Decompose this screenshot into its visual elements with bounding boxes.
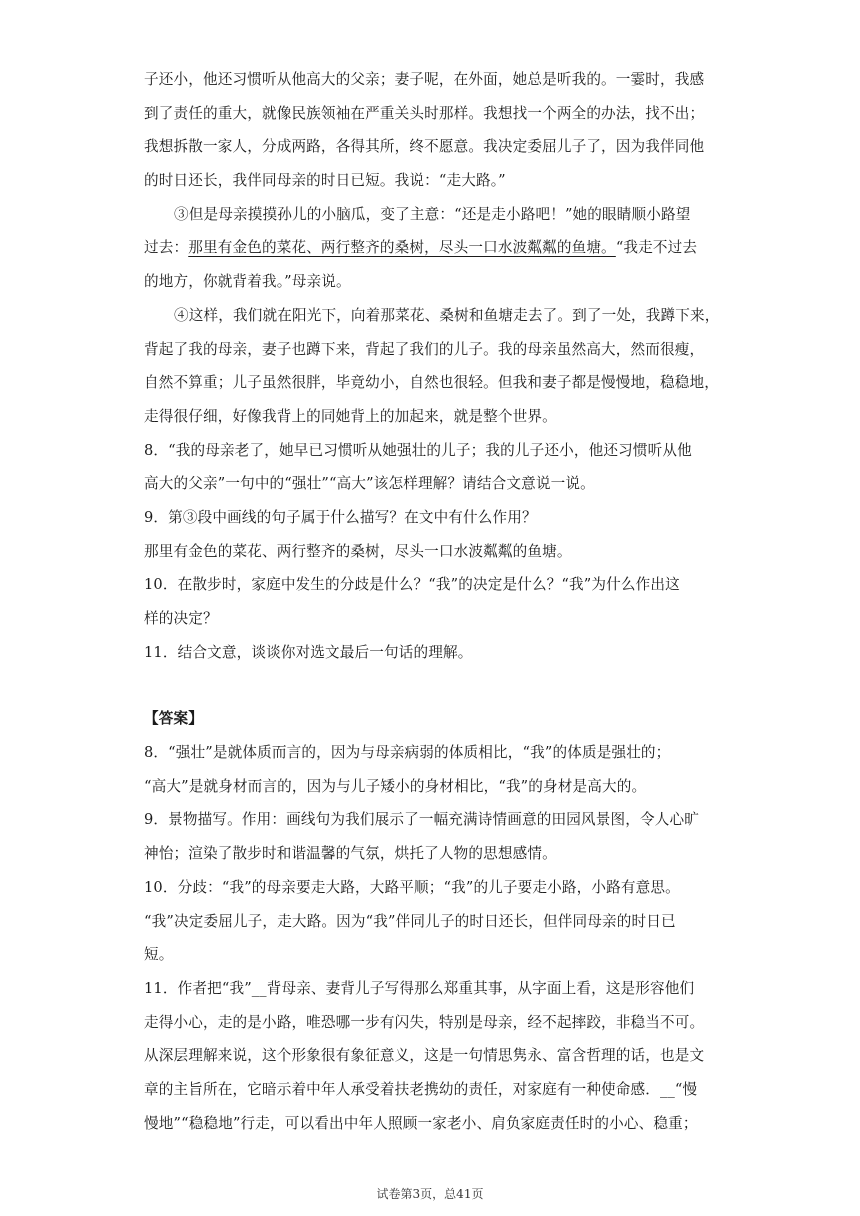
document-body [144,63,720,1140]
question-line: 高大的父亲”一句中的“强壮”“高大”该怎样理解？请结合文意说一说。 [144,475,595,493]
paragraph-3-line: ③但是母亲摸摸孙儿的小脑瓜，变了主意：“还是走小路吧！”她的眼睛顺小路望 [174,205,691,223]
answer-line: 慢地”“稳稳地”行走，可以看出中年人照顾一家老小、肩负家庭责任时的小心、稳重； [144,1114,698,1132]
answer-line: 11．作者把“我”__背母亲、妻背儿子写得那么郑重其事，从字面上看，这是形容他们 [144,979,695,997]
answer-line: “我”决定委屈儿子，走大路。因为“我”伴同儿子的时日还长，但伴同母亲的时日已 [144,912,676,930]
text-line: 子还小，他还习惯听从他高大的父亲；妻子呢，在外面，她总是听我的。一霎时，我感 [144,71,705,88]
paragraph-3-line [144,231,716,265]
text-span: 过去： [144,239,189,257]
paragraph-4-line: 自然不算重；儿子虽然很胖，毕竟幼小，自然也很轻。但我和妻子都是慢慢地，稳稳地， [144,374,720,392]
question-line: 11．结合文意，谈谈你对选文最后一句话的理解。 [144,643,473,661]
paragraph-4-line: 背起了我的母亲，妻子也蹲下来，背起了我们的儿子。我的母亲虽然高大，然而很瘦， [144,340,705,358]
answer-heading: 【答案】 [144,710,203,728]
underlined-sentence: 那里有金色的菜花、两行整齐的桑树，尽头一口水波粼粼的鱼塘。 [188,239,616,257]
question-line: 8．“我的母亲老了，她早已习惯听从她强壮的儿子；我的儿子还小，他还习惯听从他 [144,441,692,459]
answer-line: 神怡；渲染了散步时和谐温馨的气氛，烘托了人物的思想感情。 [144,845,557,863]
answer-line: 9．景物描写。作用：画线句为我们展示了一幅充满诗情画意的田园风景图，令人心旷 [144,811,699,829]
answer-line: 走得小心，走的是小路，唯恐哪一步有闪失，特别是母亲，经不起摔跤，非稳当不可。 [144,1013,705,1031]
answer-line: 8．“强壮”是就体质而言的，因为与母亲病弱的体质相比，“我”的体质是强壮的； [144,744,671,762]
answer-line: 短。 [144,946,174,964]
text-span: “我走不过去 [615,239,698,257]
paragraph-3-line: 的地方，你就背着我。”母亲说。 [144,273,351,291]
question-line: 那里有金色的菜花、两行整齐的桑树，尽头一口水波粼粼的鱼塘。 [144,542,572,560]
answer-line: 从深层理解来说，这个形象很有象征意义，这是一句情思隽永、富含哲理的话，也是文 [144,1047,705,1065]
text-line: 的时日还长，我伴同母亲的时日已短。我说：“走大路。” [144,172,506,190]
question-line: 样的决定？ [144,610,218,627]
text-line: 我想拆散一家人，分成两路，各得其所，终不愿意。我决定委屈儿子了，因为我伴同他 [144,138,705,156]
question-line: 10．在散步时，家庭中发生的分歧是什么？“我”的决定是什么？“我”为什么作出这 [144,576,680,594]
paragraph-4-line: 走得很仔细，好像我背上的同她背上的加起来，就是整个世界。 [144,407,557,425]
section-gap [144,669,716,702]
answer-line: “高大”是就身材而言的，因为与儿子矮小的身材相比，“我”的身材是高大的。 [144,777,647,795]
text-line: 到了责任的重大，就像民族领袖在严重关头时那样。我想找一个两全的办法，找不出； [144,104,705,122]
paragraph-4-line: ④这样，我们就在阳光下，向着那菜花、桑树和鱼塘走去了。到了一处，我蹲下来， [174,306,720,324]
page-footer: 试卷第3页，总41页 [376,1187,484,1201]
answer-line: 10．分歧：“我”的母亲要走大路，大路平顺；“我”的儿子要走小路，小路有意思。 [144,878,680,896]
answer-line: 章的主旨所在，它暗示着中年人承受着扶老携幼的责任，对家庭有一种使命感．__“慢 [144,1080,698,1098]
question-line: 9．第③段中画线的句子属于什么描写？在文中有什么作用？ [144,508,537,526]
